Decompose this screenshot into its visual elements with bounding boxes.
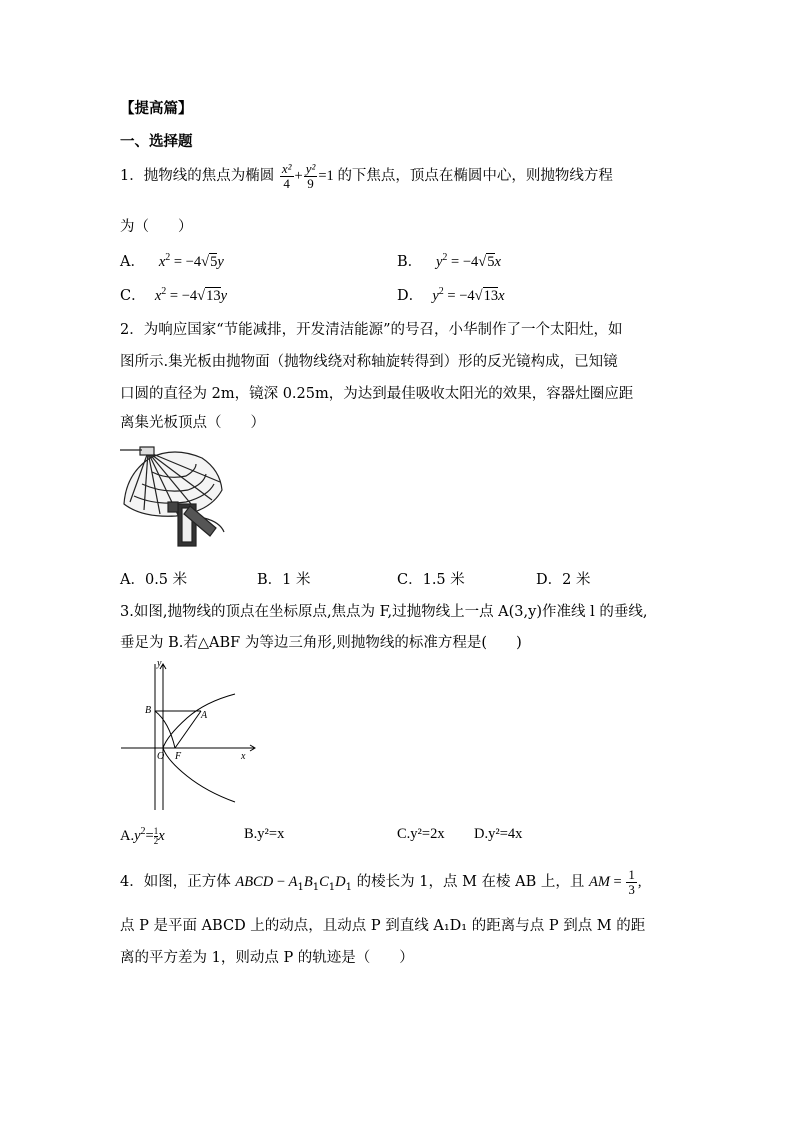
q4-line2: 点 P 是平面 ABCD 上的动点，且动点 P 到直线 A₁D₁ 的距离与点 P 到点 M 的距 (120, 918, 646, 934)
q2-line4: 离集光板顶点（ ） (120, 415, 265, 431)
q1-option-d: D． $y^2 = -4√13x$ (397, 286, 505, 304)
q1-option-b: B． $y^2 = -4√5x$ (397, 252, 501, 270)
solar-cooker-illustration (116, 444, 228, 552)
q4-line1: 4．如图，正方体 ABCD − $A_1B_1C_1D_1$ 的棱长为 1，点 M 在棱 AB 上，且 AM = $\frac{1}{3}$ , (120, 867, 642, 898)
q2-option-a: A．0.5 米 (120, 572, 188, 588)
parabola-diagram (115, 656, 265, 814)
question-1 (120, 162, 613, 192)
q2-line1: 2．为响应国家“节能减排，开发清洁能源”的号召，小华制作了一个太阳灶，如 (120, 322, 623, 338)
q2-line3: 口圆的直径为 2m，镜深 0.25m，为达到最佳吸收太阳光的效果，容器灶圈应距 (120, 386, 634, 402)
q2-option-b: B．1 米 (257, 572, 311, 588)
label-y: y (157, 658, 162, 669)
q1-prefix: 1．抛物线的焦点为椭圆 (120, 168, 275, 185)
q3-option-a: $A.y^2=$ $\frac{1}{2}$ x (120, 826, 165, 846)
q3-line1: 3.如图,抛物线的顶点在坐标原点,焦点为 F,过抛物线上一点 A(3,y)作准线 l 的垂线, (120, 604, 648, 620)
q3-option-d: D.y²=4x (474, 826, 523, 842)
q1-option-c: C． $x^2 = -4√13y$ (120, 286, 228, 304)
label-a: A (201, 710, 208, 721)
q2-line2: 图所示.集光板由抛物面（抛物线绕对称轴旋转得到）形的反光镜构成，已知镜 (120, 354, 618, 370)
ellipse-equation: $\frac{\text{x²}}{4}$ + $\frac{\text{y²}}{9}$ =1 (281, 161, 334, 192)
q3-option-c: C.y²=2x (397, 826, 445, 842)
label-b: B (145, 705, 152, 716)
label-f: F (175, 751, 182, 762)
q3-option-b: B.y²=x (244, 826, 285, 842)
q3-line2: 垂足为 B.若△ABF 为等边三角形,则抛物线的标准方程是( ) (120, 635, 522, 651)
q2-option-c: C．1.5 米 (397, 572, 465, 588)
q2-option-d: D．2 米 (536, 572, 591, 588)
q1-line2: 为（ ） (120, 219, 193, 235)
label-x: x (241, 751, 246, 762)
section-title: 一、选择题 (120, 133, 193, 150)
label-o: O (157, 751, 165, 762)
q1-option-a: A． $x^2 = -4√5y$ (120, 252, 224, 270)
q1-suffix: 的下焦点，顶点在椭圆中心，则抛物线方程 (337, 168, 613, 185)
heading: 【提高篇】 (120, 100, 193, 117)
q4-line3: 离的平方差为 1，则动点 P 的轨迹是（ ） (120, 950, 414, 966)
